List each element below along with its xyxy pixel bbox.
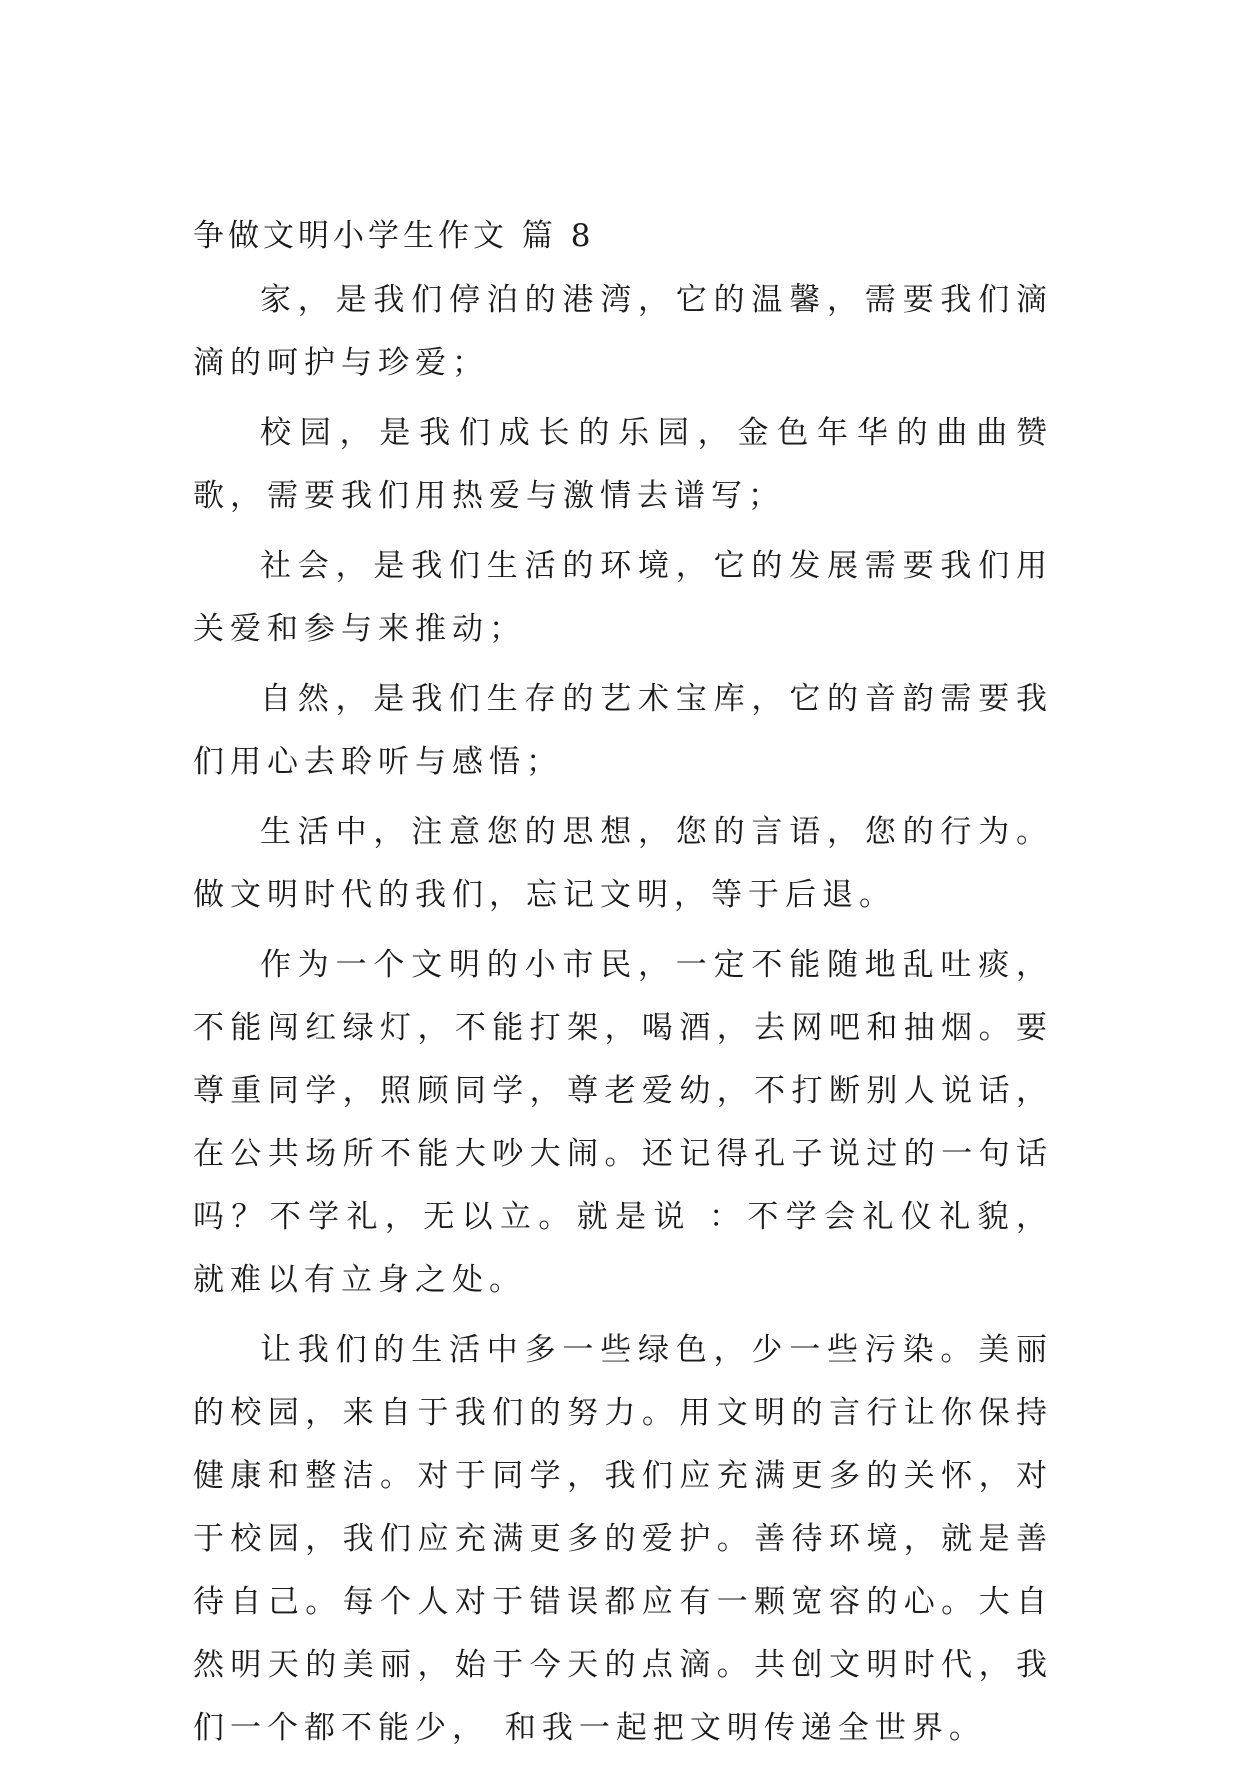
paragraph-citizen: 作为一个文明的小市民，一定不能随地乱吐痰，不能闯红绿灯，不能打架，喝酒，去网吧和抽烟。要尊重同学，照顾同学，尊老爱幼，不打断别人说话，在公共场所不能大吵大闹。还记得孔子说过的一句话吗？不学礼，无以立。就是说 ：不学会礼仪礼貌，就难以有立身之处。 — [193, 947, 1053, 1298]
document-page — [193, 216, 1053, 1767]
paragraph-campus: 校园，是我们成长的乐园，金色年华的曲曲赞歌，需要我们用热爱与激情去谱写； — [193, 415, 1053, 514]
paragraph-life: 生活中，注意您的思想，您的言语，您的行为。做文明时代的我们，忘记文明，等于后退。 — [193, 814, 1053, 913]
paragraph-home: 家，是我们停泊的港湾，它的温馨，需要我们滴滴的呵护与珍爱； — [193, 282, 1053, 381]
paragraph-nature: 自然，是我们生存的艺术宝库，它的音韵需要我们用心去聆听与感悟； — [193, 681, 1053, 780]
paragraph-society: 社会，是我们生活的环境，它的发展需要我们用关爱和参与来推动； — [193, 548, 1053, 647]
paragraph-conclusion: 让我们的生活中多一些绿色，少一些污染。美丽的校园，来自于我们的努力。用文明的言行让你保持健康和整洁。对于同学，我们应充满更多的关怀，对于校园，我们应充满更多的爱护。善待环境，就是善待自己。每个人对于错误都应有一颗宽容的心。大自然明天的美丽，始于今天的点滴。共创文明时代，我们一个都不能少， 和我一起把文明传递全世界。 — [193, 1332, 1053, 1746]
document-title: 争做文明小学生作文 篇 8 — [193, 218, 595, 254]
